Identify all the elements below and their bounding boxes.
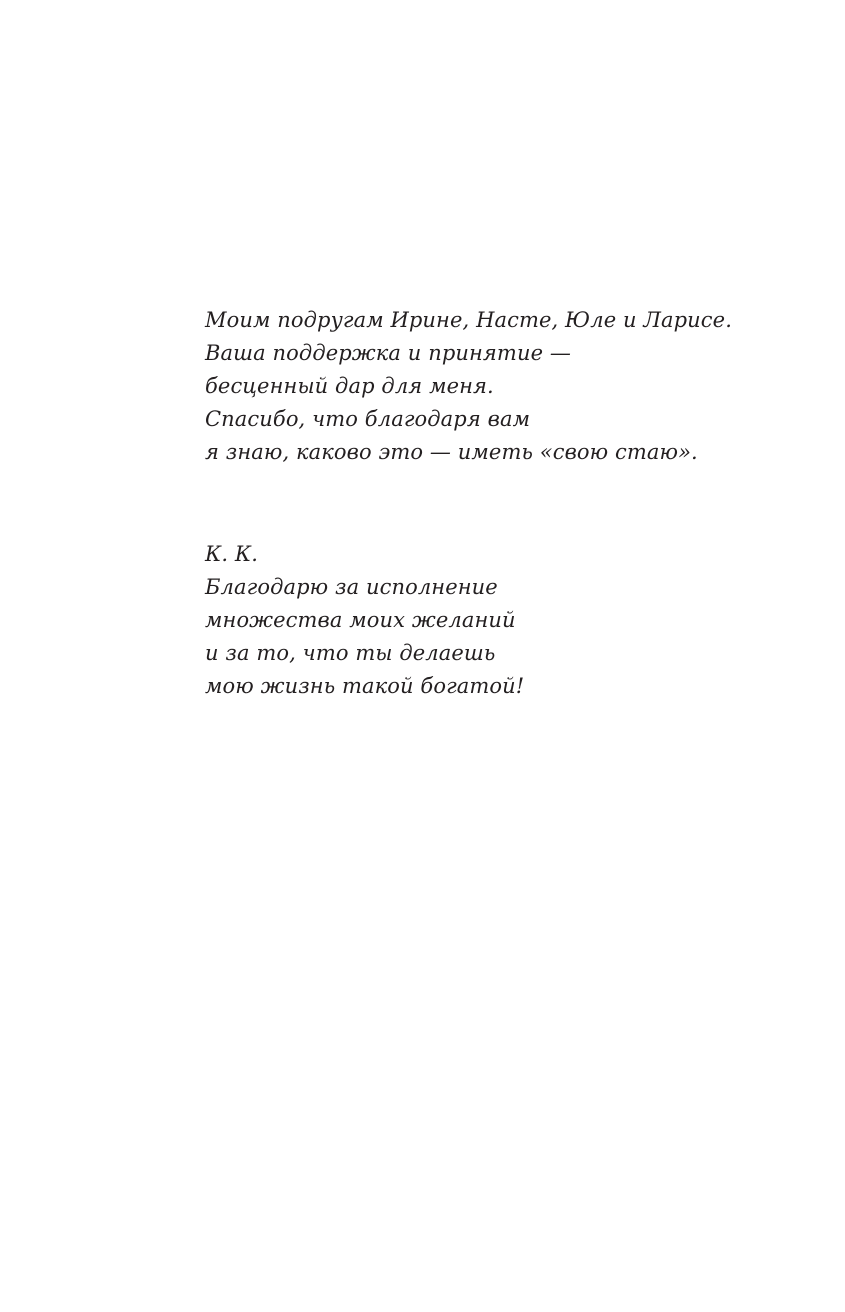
dedication-line: я знаю, каково это — иметь «свою стаю». xyxy=(205,440,698,464)
dedication-line: бесценный дар для меня. xyxy=(205,374,494,398)
dedication-line: Спасибо, что благодаря вам xyxy=(205,407,531,431)
dedication-stanza-kk xyxy=(205,538,524,703)
dedication-line: множества моих желаний xyxy=(205,608,516,632)
dedication-line: Благодарю за исполнение xyxy=(205,575,498,599)
dedication-line: мою жизнь такой богатой! xyxy=(205,674,525,698)
dedication-stanza-friends xyxy=(205,304,732,469)
dedication-line: К. К. xyxy=(205,542,259,566)
dedication-line: Моим подругам Ирине, Насте, Юле и Ларисе. xyxy=(205,308,732,332)
dedication-line: и за то, что ты делаешь xyxy=(205,641,496,665)
dedication-line: Ваша поддержка и принятие — xyxy=(205,341,571,365)
